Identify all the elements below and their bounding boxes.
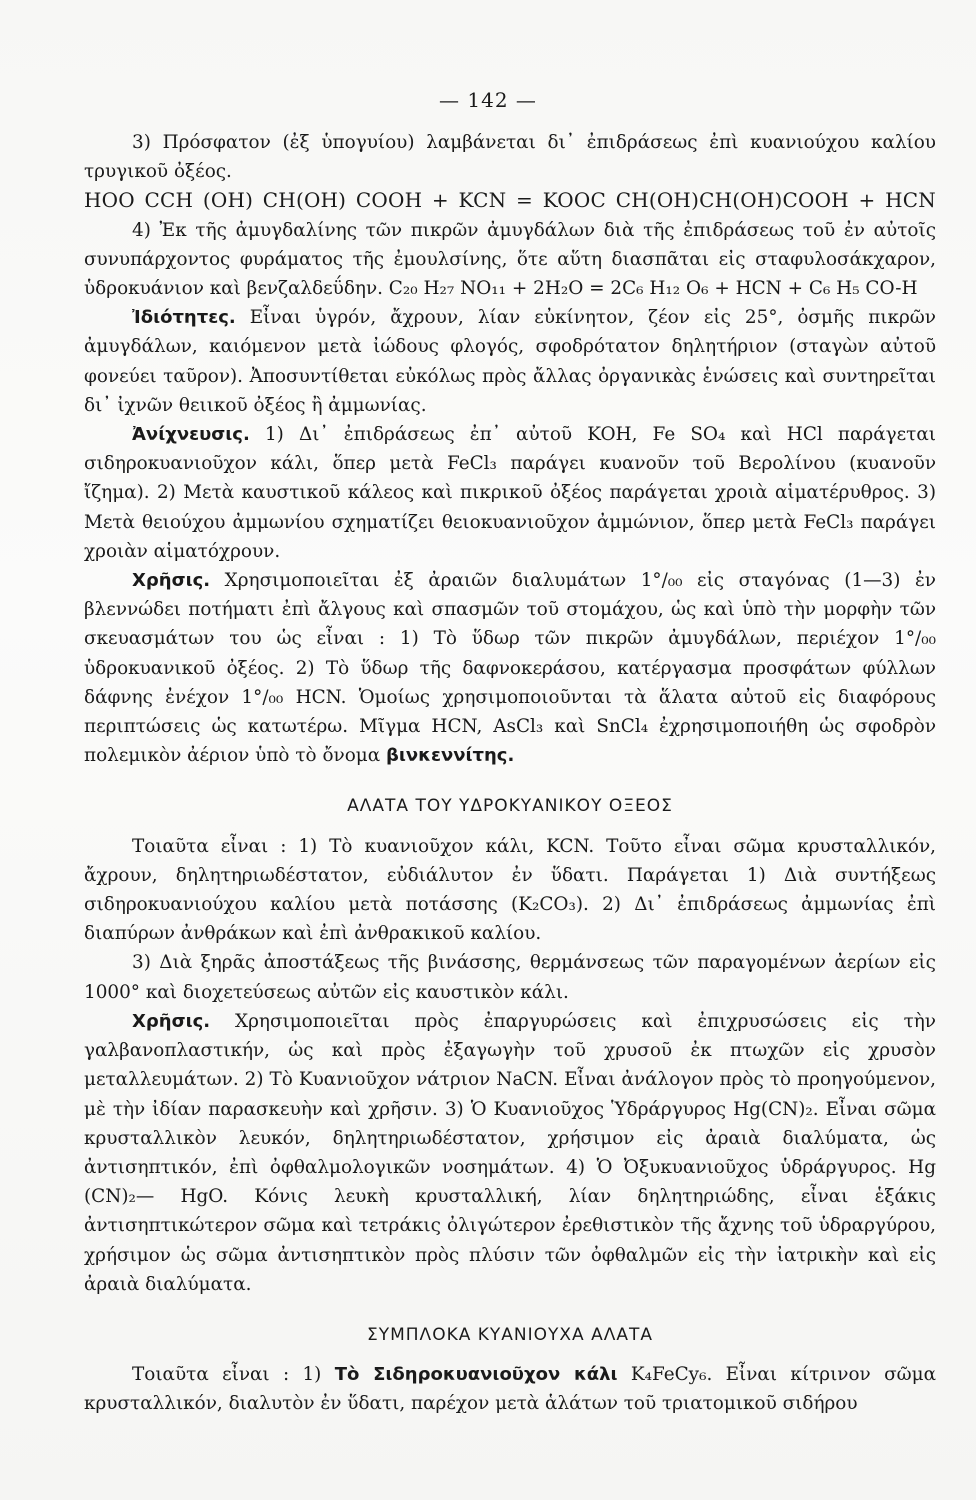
salts-paragraph-use	[84, 1007, 936, 1299]
complex-salts-text: K₄FeCy₆. Εἶναι κίτρινον σῶμα κρυσταλλικόν, διαλυτὸν ἐν ὕδατι, παρέχον μετὰ ἁλάτων τοῦ τριατομικοῦ σιδήρου	[84, 1364, 936, 1415]
salts-use-label: Χρῆσις.	[132, 1010, 211, 1032]
section-heading-complex-salts: ΣΥΜΠΛΟΚΑ ΚΥΑΝΙΟΥΧΑ ΑΛΑΤΑ	[366, 1324, 653, 1345]
detection-label: Ἀνίχνευσις.	[132, 424, 250, 446]
salts-use-text: Χρησιμοποιεῖται πρὸς ἐπαργυρώσεις καὶ ἐπιχρυσώσεις εἰς τὴν γαλβανοπλαστικήν, ὡς καὶ πρὸς ἐξαγωγὴν τοῦ χρυσοῦ ἐκ πτωχῶν εἰς χρυσὸν μεταλλευμάτων. 2) Τὸ Κυανιοῦχον νάτριον NaCN. Εἶναι ἀνάλογον πρὸς τὸ προηγούμενον, μὲ τὴν ἰδίαν παρασκευὴν καὶ χρῆσιν. 3) Ὁ Κυανιοῦχος Ὑδράργυρος Hg(CN)₂. Εἶναι σῶμα κρυσταλλικὸν λευκόν, δηλητηριωδέστατον, χρήσιμον εἰς ἀραιὰ διαλύματα, ὡς ἀντισηπτικόν, ἐπὶ ὀφθαλμολογικῶν νοσημάτων. 4) Ὁ Ὀξυκυανιοῦχος ὑδράργυρος. Hg (CN)₂— HgO. Κόνις λευκὴ κρυσταλλική, λίαν δηλητηριώδης, εἶναι ἑξάκις ἀντισηπτικώτερον σῶμα καὶ τετράκις ὀλιγώτερον ἐρεθιστικὸν τῆς ἄχνης τοῦ ὑδραργύρου, χρήσιμον ὡς σῶμα ἀντισηπτικὸν πρὸς πλύσιν τῶν ὀφθαλμῶν εἰς τὴν ἰατρικὴν καὶ εἰς ἀραιὰ διαλύματα.	[84, 1010, 936, 1295]
complex-salts-paragraph	[84, 1360, 936, 1418]
chemical-equation: HOO CCH (OH) CH(OH) COOH + KCN = KOOC CH(OH)CH(OH)COOH + HCN	[84, 188, 936, 213]
paragraph-use	[84, 566, 936, 770]
detection-text: 1) Δι᾽ ἐπιδράσεως ἐπ᾽ αὐτοῦ KOH, Fe SO₄ καὶ HCl παράγεται σιδηροκυανιοῦχον κάλι, ὅπερ μετὰ FeCl₃ παράγει κυανοῦν τοῦ Βερολίνου (κυανοῦν ἴζημα). 2) Μετὰ καυστικοῦ κάλεος καὶ πικρικοῦ ὀξέος παράγεται χροιὰ αἱματέρυθρος. 3) Μετὰ θειούχου ἀμμωνίου σχηματίζει θειοκυανιοῦχον ἀμμώνιον, ὅπερ μετὰ FeCl₃ παράγει χροιὰν αἱματόχρουν.	[84, 424, 936, 562]
vincennite-term: βινκεννίτης.	[386, 745, 515, 767]
properties-text: Εἶναι ὑγρόν, ἄχρουν, λίαν εὐκίνητον, ζέον εἰς 25°, ὀσμῆς πικρῶν ἀμυγδάλων, καιόμενον μετὰ ἰώδους φλογός, σφοδρότατον δηλητήριον (σταγὼν αὐτοῦ φονεύει ταῦρον). Ἀποσυντίθεται εὐκόλως πρὸς ἄλλας ὀργανικὰς ἑνώσεις καὶ συντηρεῖται δι᾽ ἰχνῶν θειικοῦ ὀξέος ἢ ἀμμωνίας.	[84, 307, 936, 416]
paragraph-properties	[84, 303, 936, 420]
paragraph-detection	[84, 420, 936, 566]
salts-paragraph-1: Τοιαῦτα εἶναι : 1) Τὸ κυανιοῦχον κάλι, KCN. Τοῦτο εἶναι σῶμα κρυσταλλικόν, ἄχρουν, δηλητηριωδέστατον, εὐδιάλυτον ἐν ὕδατι. Παράγεται 1) Διὰ συντήξεως σιδηροκυανιούχου καλίου μετὰ ποτάσσης (K₂CO₃). 2) Δι᾽ ἐπιδράσεως ἀμμωνίας ἐπὶ διαπύρων ἀνθράκων καὶ ἐπὶ ἀνθρακικοῦ καλίου.	[84, 835, 936, 945]
body-text	[84, 128, 936, 1419]
ferrocyanide-term: Τὸ Σιδηροκυανιοῦχον κάλι	[334, 1364, 618, 1386]
page-number: — 142 —	[439, 88, 537, 112]
paragraph-preparation-3: 3) Πρόσφατον (ἐξ ὑπογυίου) λαμβάνεται δι᾽ ἐπιδράσεως ἐπὶ κυανιούχου καλίου τρυγικοῦ ὀξέος.	[84, 132, 936, 183]
section-heading-salts: ΑΛΑΤΑ ΤΟΥ ΥΔΡΟΚΥΑΝΙΚΟΥ ΟΞΕΟΣ	[347, 796, 673, 817]
salts-paragraph-2: 3) Διὰ ξηρᾶς ἀποστάξεως τῆς βινάσσης, θερμάνσεως τῶν παραγομένων ἀερίων εἰς 1000° καὶ διοχετεύσεως αὐτῶν εἰς καυστικὸν κάλι.	[84, 952, 936, 1003]
complex-salts-intro: Τοιαῦτα εἶναι : 1)	[132, 1364, 322, 1386]
use-text: Χρησιμοποιεῖται ἐξ ἀραιῶν διαλυμάτων 1°/₀₀ εἰς σταγόνας (1—3) ἐν βλεννώδει ποτήματι ἐπὶ ἄλγους καὶ σπασμῶν τοῦ στομάχου, ὡς καὶ ὑπὸ τὴν μορφὴν τῶν σκευασμάτων του ὡς εἶναι : 1) Τὸ ὕδωρ τῶν πικρῶν ἀμυγδάλων, περιέχον 1°/₀₀ ὑδροκυανικοῦ ὀξέος. 2) Τὸ ὕδωρ τῆς δαφνοκεράσου, κατέργασμα προσφάτων φύλλων δάφνης ἐνέχον 1°/₀₀ HCN. Ὁμοίως χρησιμοποιοῦνται τὰ ἅλατα αὐτοῦ εἰς διαφόρους περιπτώσεις ὡς κατωτέρω. Μῖγμα HCN, AsCl₃ καὶ SnCl₄ ἐχρησιμοποιήθη ὡς σφοδρὸν πολεμικὸν ἀέριον ὑπὸ τὸ ὄνομα	[84, 570, 936, 767]
use-label: Χρῆσις.	[132, 570, 211, 592]
properties-label: Ἰδιότητες.	[132, 307, 236, 329]
paragraph-preparation-4: 4) Ἐκ τῆς ἀμυγδαλίνης τῶν πικρῶν ἀμυγδάλων διὰ τῆς ἐπιδράσεως τοῦ ἐν αὐτοῖς συνυπάρχοντος φυράματος τῆς ἐμουλσίνης, ὅτε αὕτη διασπᾶται εἰς σταφυλοσάκχαρον, ὑδροκυάνιον καὶ βενζαλδεΰδην. C₂₀ H₂₇ NO₁₁ + 2H₂O = 2C₆ H₁₂ O₆ + HCN + C₆ H₅ CO-H	[84, 219, 936, 300]
